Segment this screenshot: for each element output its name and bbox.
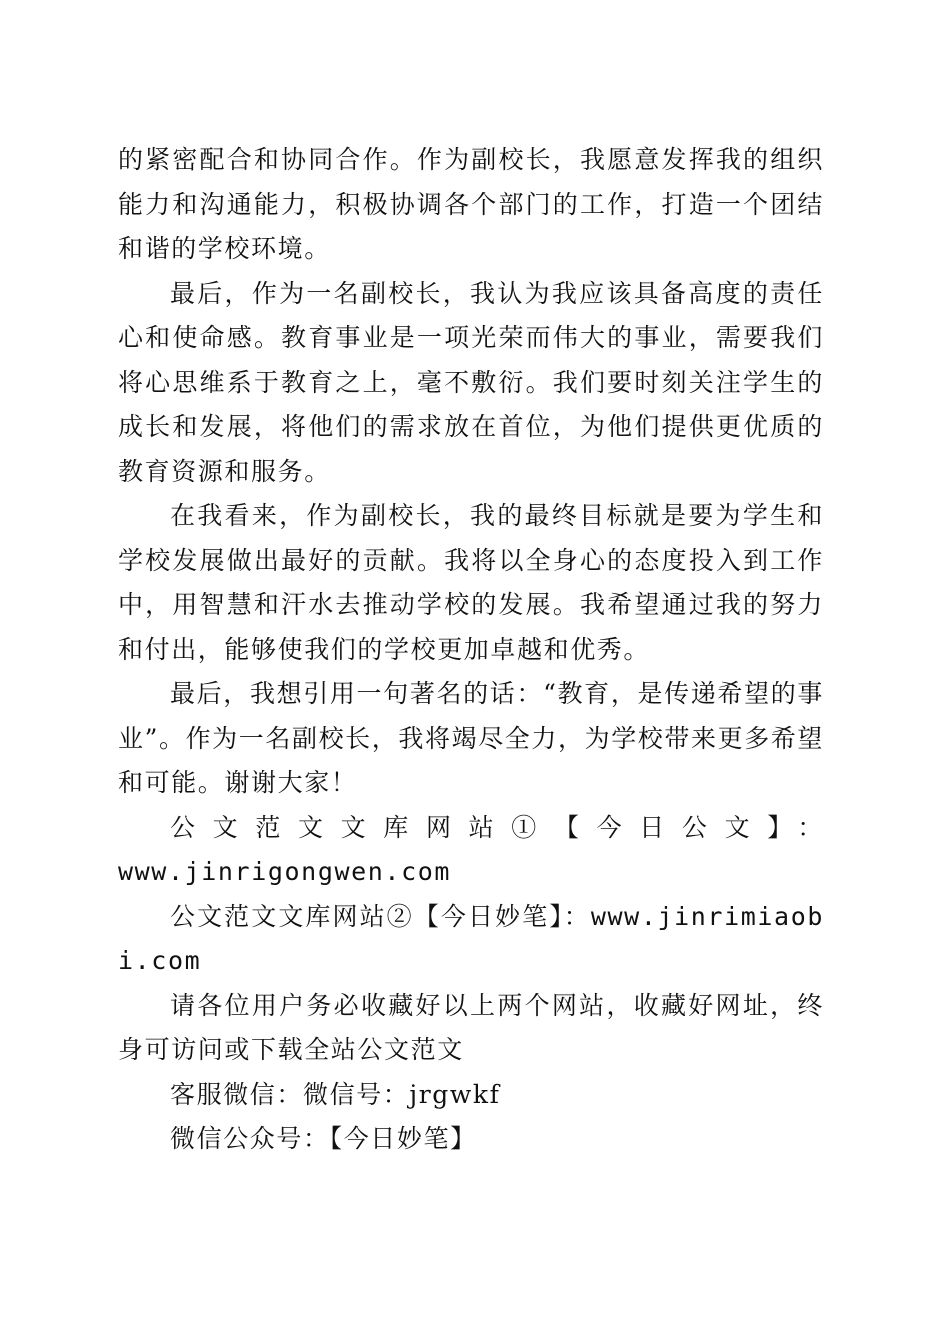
paragraph-4: 最后，我想引用一句著名的话：“教育，是传递希望的事业”。作为一名副校长，我将竭尽全力，为学校带来更多希望和可能。谢谢大家！ [118, 679, 824, 797]
bookmark-notice: 请各位用户务必收藏好以上两个网站，收藏好网址，终身可访问或下载全站公文范文 [118, 990, 824, 1064]
official-account: 微信公众号：【今日妙笔】 [170, 1124, 477, 1153]
site1-url-text[interactable]: www.jinrigongwen.com [118, 857, 452, 886]
paragraph-2: 最后，作为一名副校长，我认为我应该具备高度的责任心和使命感。教育事业是一项光荣而伟大的事业，需要我们将心思维系于教育之上，毫不敷衍。我们要时刻关注学生的成长和发展，将他们的需求放在首位，为他们提供更优质的教育资源和服务。 [118, 278, 824, 486]
paragraph-3: 在我看来，作为副校长，我的最终目标就是要为学生和学校发展做出最好的贡献。我将以全身心的态度投入到工作中，用智慧和汗水去推动学校的发展。我希望通过我的努力和付出，能够使我们的学校更加卓越和优秀。 [118, 501, 824, 664]
site1-label: 公文范文文库网站①【今日公文】： [170, 812, 824, 842]
site2-line [118, 895, 824, 984]
site2-url[interactable]: www.jinrimiaobi.com [118, 901, 824, 975]
paragraph-1: 的紧密配合和协同合作。作为副校长，我愿意发挥我的组织能力和沟通能力，积极协调各个部门的工作，打造一个团结和谐的学校环境。 [118, 145, 824, 263]
site2-label: 公文范文文库网站②【今日妙笔】： [170, 901, 591, 931]
site1-url[interactable] [118, 850, 824, 895]
wechat-contact: 客服微信：微信号：jrgwkf [170, 1079, 501, 1109]
document-body [118, 138, 824, 1162]
